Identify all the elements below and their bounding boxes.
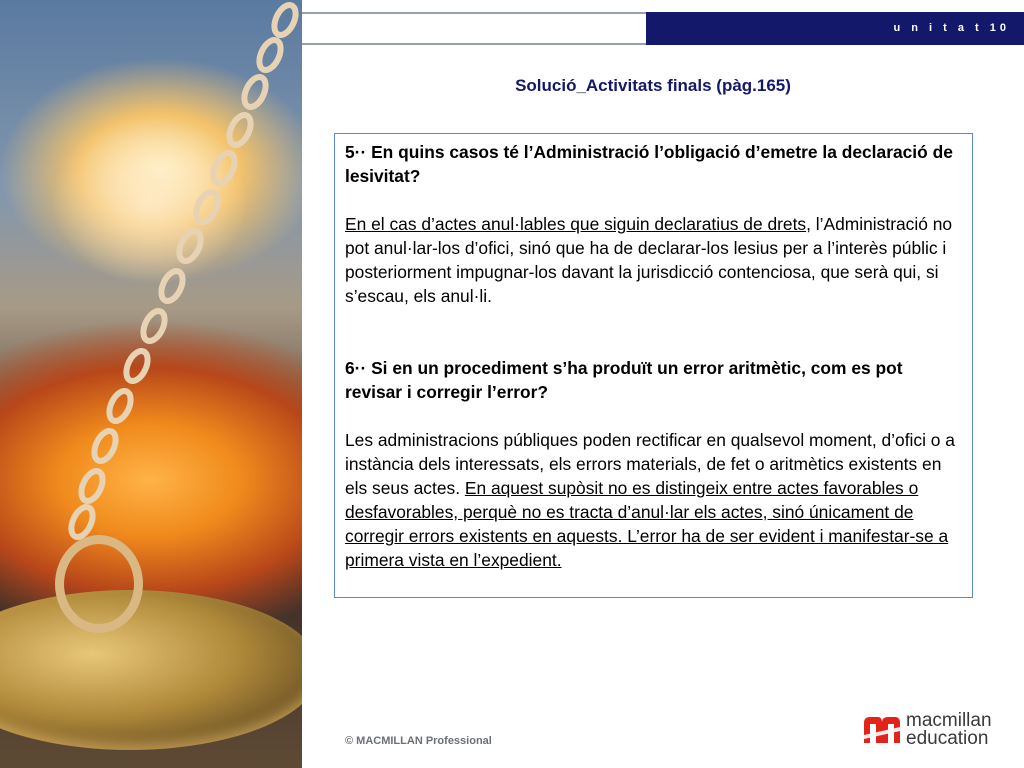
unit-label: u n i t a t 10 — [893, 22, 1010, 34]
answer-5-rest: , l’Administració no pot anul·lar-los d’ofici, sinó que ha de declarar-los lesius per a l’interès públic i posteriorment impugnar-los davant la jurisdicció contenciosa, que serà qui, si s’escau, els anul·li. — [345, 214, 953, 306]
logo-wordmark — [906, 712, 992, 748]
answer-6 — [345, 428, 962, 572]
activities-box — [334, 133, 973, 598]
answer-5 — [345, 212, 962, 308]
macmillan-logo-icon — [862, 713, 902, 747]
question-5: 5·· En quins casos té l’Administració l’obligació d’emetre la declaració de lesivitat? — [345, 142, 953, 186]
slide-title: Solució_Activitats finals (pàg.165) — [515, 76, 791, 95]
macmillan-education-logo — [862, 706, 1002, 754]
question-6: 6·· Si en un procediment s’ha produït un error aritmètic, com es pot revisar i corregir l’error? — [345, 358, 903, 402]
answer-5-underlined: En el cas d’actes anul·lables que siguin declaratius de drets — [345, 214, 807, 234]
copyright-text: © MACMILLAN Professional — [345, 735, 492, 747]
decorative-photo-scale — [0, 0, 302, 768]
answer-6-plain: Les administracions públiques poden rectificar en qualsevol moment, d’ofici o a instància dels interessats, els errors materials, de fet o aritmètics existents en els seus actes. — [345, 430, 955, 498]
logo-line-2: education — [906, 728, 989, 749]
header-bar-left — [302, 12, 646, 45]
logo-line-1: macmillan — [906, 710, 992, 731]
chain-graphic — [0, 0, 302, 768]
header-bar-right — [646, 12, 1024, 45]
answer-6-underlined: En aquest supòsit no es distingeix entre actes favorables o desfavorables, perquè no es tracta d’anul·lar els actes, sinó únicament de corregir errors existents en aquests. L’error ha de ser evident i manifestar-se a primera vista en l’expedient. — [345, 478, 949, 570]
